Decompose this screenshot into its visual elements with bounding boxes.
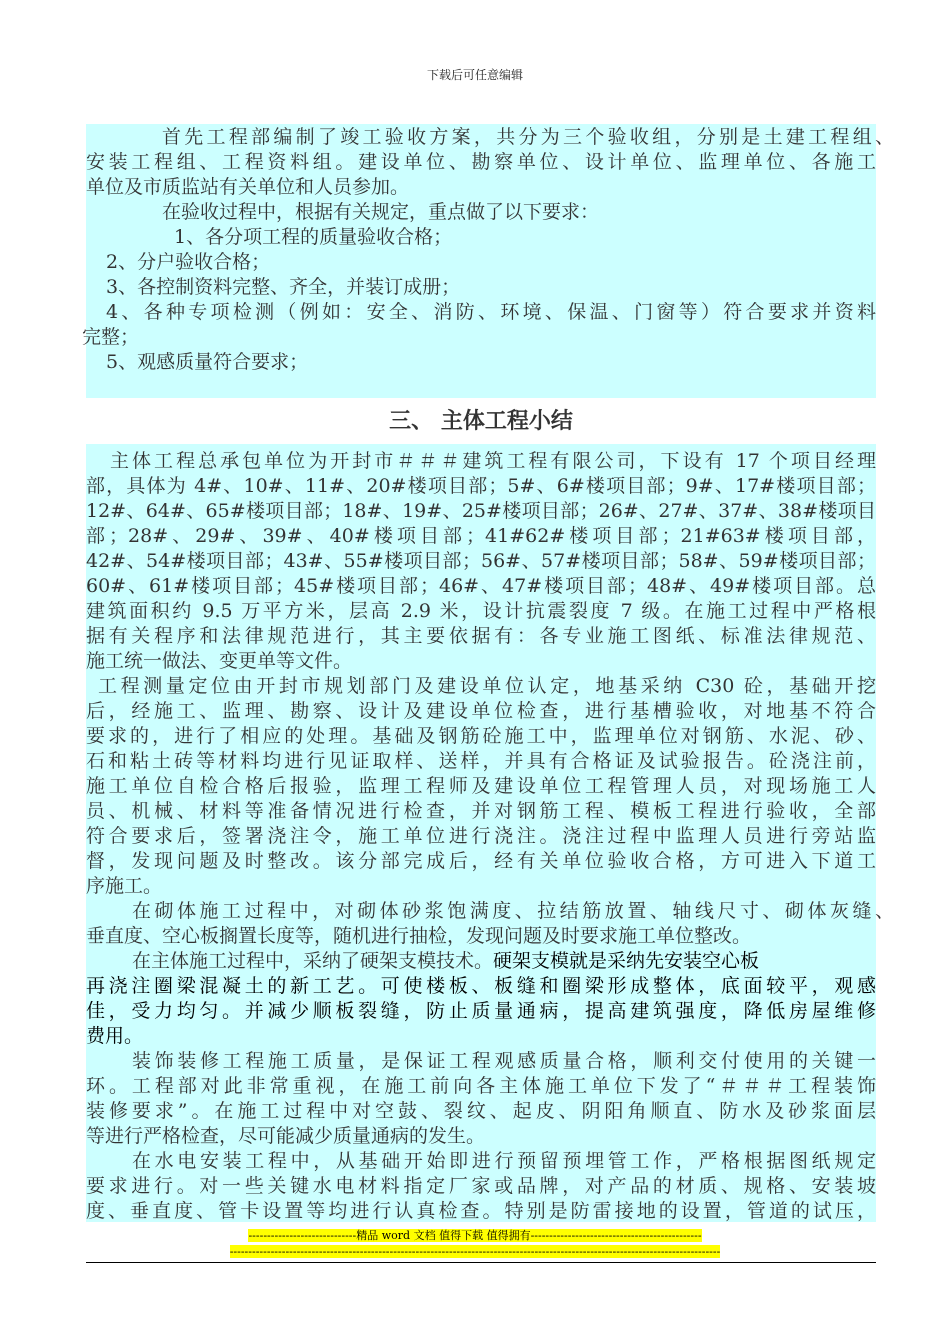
intro-item-4: 4、各种专项检测（例如：安全、消防、环境、保温、门窗等）符合要求并资料 [106,301,876,323]
body-line: 主体工程总承包单位为开封市＃＃＃建筑工程有限公司，下设有 17 个项目经理 [110,450,876,472]
body-line: 装修要求”。在施工过程中对空鼓、裂纹、起皮、阴阳角顺直、防水及砂浆面层 [86,1100,876,1122]
intro-line-4: 在验收过程中，根据有关规定，重点做了以下要求： [162,201,600,223]
body-line: 度、垂直度、管卡设置等均进行认真检查。特别是防雷接地的设置，管道的试压， [86,1200,876,1222]
body-line: 等进行严格检查，尽可能减少质量通病的发生。 [86,1125,486,1147]
intro-item-4-cont: 完整； [82,326,140,348]
footer-banner-1 [0,1228,950,1244]
intro-line-2: 安装工程组、工程资料组。建设单位、勘察单位、设计单位、监理单位、各施工 [86,151,876,173]
body-line: 工程测量定位由开封市规划部门及建设单位认定，地基采纳 C30 砼，基础开挖 [98,675,876,697]
body-line: 环。工程部对此非常重视，在施工前向各主体施工单位下发了“＃＃＃工程装饰 [86,1075,876,1097]
body-line: 在砌体施工过程中，对砌体砂浆饱满度、拉结筋放置、轴线尺寸、砌体灰缝、 [132,900,894,922]
body-line: 佳，受力均匀。并减少顺板裂缝，防止质量通病，提高建筑强度，降低房屋维修 [86,1000,876,1022]
body-line: 符合要求后，签署浇注令，施工单位进行浇注。浇注过程中监理人员进行旁站监 [86,825,876,847]
intro-item-2: 2、分户验收合格； [106,251,271,273]
intro-block [82,124,894,398]
intro-item-1: 1、各分项工程的质量验收合格； [174,226,453,248]
body-line: 建筑面积约 9.5 万平方米，层高 2.9 米，设计抗震裂度 7 级。在施工过程中严格根 [86,600,876,622]
body-line-mixed [132,948,876,974]
body-line: 督，发现问题及时整改。该分部完成后，经有关单位验收合格，方可进入下道工 [86,850,876,872]
body-line: 要求的，进行了相应的处理。基础及钢筋砼施工中，监理单位对钢筋、水泥、砂、 [86,725,876,747]
body-line-dark-part: 硬架支模就是采纳先安装空心板 [493,950,760,972]
intro-line-3: 单位及市质监站有关单位和人员参加。 [86,176,410,198]
body-block [86,444,894,1222]
body-line: 部；28#、29#、39#、40#楼项目部；41#62#楼项目部；21#63#楼项目部， [86,525,876,547]
body-line: 垂直度、空心板搁置长度等，随机进行抽检，发现问题及时要求施工单位整改。 [86,925,752,947]
body-line: 施工单位自检合格后报验，监理工程师及建设单位工程管理人员，对现场施工人 [86,775,876,797]
body-line: 12#、64#、65#楼项目部；18#、19#、25#楼项目部；26#、27#、37#、38#楼项目 [86,500,876,522]
footer-banner-1-text: -----------------------------精品 word 文档 值得下载 值得拥有---------------------------------------------- [248,1229,702,1242]
body-line: 再浇注圈梁混凝土的新工艺。可使楼板、板缝和圈梁形成整体，底面较平，观感 [86,975,876,997]
intro-item-5: 5、观感质量符合要求； [106,351,309,373]
footer-banner-2-text: ------------------------------------------------------------------------------------------------------------------------------------ [229,1245,721,1258]
section-title: 三、 主体工程小结 [389,409,573,434]
header-note: 下载后可任意编辑 [426,68,523,82]
intro-line-1: 首先工程部编制了竣工验收方案，共分为三个验收组，分别是土建工程组、 [162,126,894,148]
intro-item-3: 3、各控制资料完整、齐全，并装订成册； [106,276,461,298]
body-line: 据有关程序和法律规范进行，其主要依据有：各专业施工图纸、标准法律规范、 [86,625,876,647]
footer-banner-2 [0,1244,950,1260]
body-line: 员、机械、材料等准备情况进行检查，并对钢筋工程、模板工程进行验收，全部 [86,800,876,822]
body-line: 要求进行。对一些关键水电材料指定厂家或品牌，对产品的材质、规格、安装坡 [86,1175,876,1197]
body-line: 施工统一做法、变更单等文件。 [86,650,353,672]
body-line: 费用。 [86,1025,144,1047]
body-line: 装饰装修工程施工质量，是保证工程观感质量合格，顺利交付使用的关键一 [132,1050,876,1072]
body-line: 60#、61#楼项目部；45#楼项目部；46#、47#楼项目部；48#、49#楼项目部。总 [86,575,876,597]
body-line: 后，经施工、监理、勘察、设计及建设单位检查，进行基槽验收，对地基不符合 [86,700,876,722]
body-line: 42#、54#楼项目部；43#、55#楼项目部；56#、57#楼项目部；58#、59#楼项目部； [86,550,876,572]
body-line: 石和粘土砖等材料均进行见证取样、送样，并具有合格证及试验报告。砼浇注前， [86,750,876,772]
footer-rule [86,1262,876,1263]
body-line: 序施工。 [86,875,163,897]
body-line: 在水电安装工程中，从基础开始即进行预留预埋管工作，严格根据图纸规定 [132,1150,876,1172]
body-line-normal-part: 在主体施工过程中，采纳了硬架支模技术。 [132,950,494,972]
body-line: 部，具体为 4#、10#、11#、20#楼项目部；5#、6#楼项目部；9#、17#楼项目部； [86,475,876,497]
